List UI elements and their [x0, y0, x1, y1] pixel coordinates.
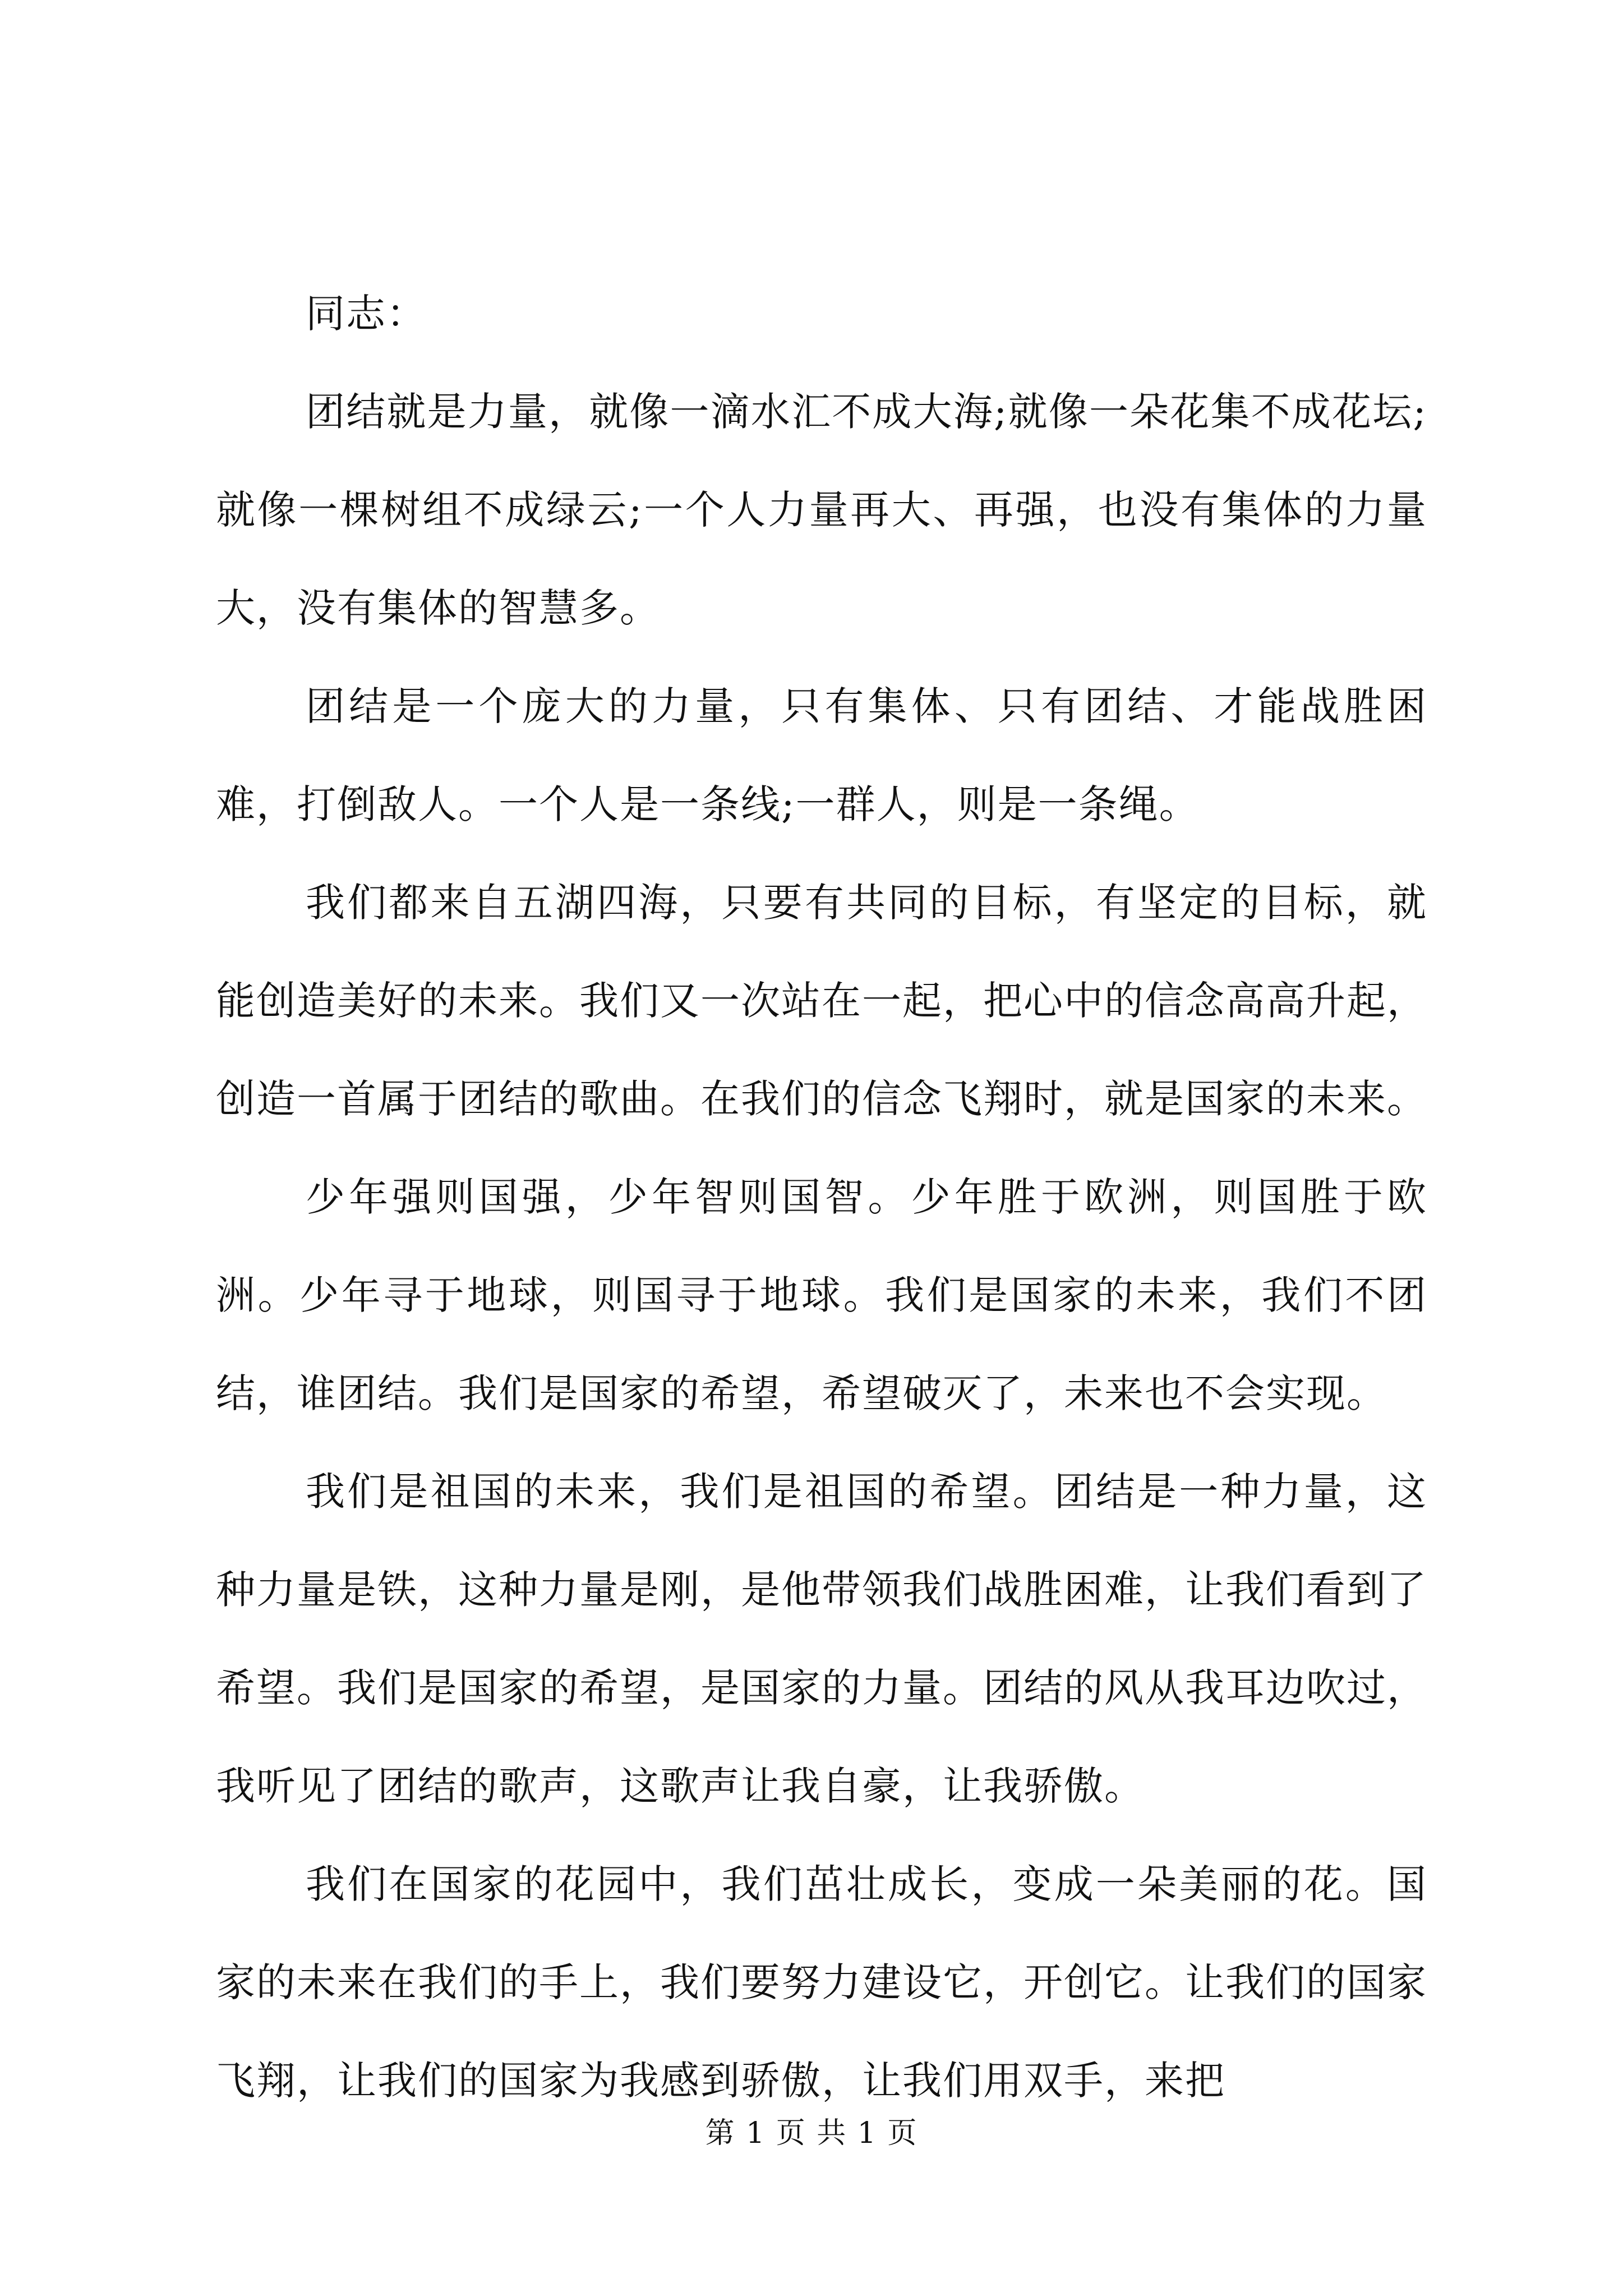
paragraph-1: 团结就是力量，就像一滴水汇不成大海;就像一朵花集不成花坛;就像一棵树组不成绿云;一个人力量再大、再强，也没有集体的力量大，没有集体的智慧多。 [216, 389, 1427, 631]
page-footer [0, 2109, 1623, 2151]
paragraph-4: 少年强则国强，少年智则国智。少年胜于欧洲，则国胜于欧洲。少年寻于地球，则国寻于地球。我们是国家的未来，我们不团结，谁团结。我们是国家的希望，希望破灭了，未来也不会实现。 [216, 1174, 1427, 1416]
paragraph-5: 我们是祖国的未来，我们是祖国的希望。团结是一种力量，这种力量是铁，这种力量是刚，是他带领我们战胜困难，让我们看到了希望。我们是国家的希望，是国家的力量。团结的风从我耳边吹过，我听见了团结的歌声，这歌声让我自豪，让我骄傲。 [216, 1469, 1427, 1809]
salutation: 同志： [306, 291, 427, 337]
paragraph-3: 我们都来自五湖四海，只要有共同的目标，有坚定的目标，就能创造美好的未来。我们又一次站在一起，把心中的信念高高升起，创造一首属于团结的歌曲。在我们的信念飞翔时，就是国家的未来。 [216, 880, 1427, 1122]
paragraph-6: 我们在国家的花园中，我们茁壮成长，变成一朵美丽的花。国家的未来在我们的手上，我们要努力建设它，开创它。让我们的国家飞翔，让我们的国家为我感到骄傲，让我们用双手，来把 [216, 1861, 1427, 2104]
paragraph-2: 团结是一个庞大的力量，只有集体、只有团结、才能战胜困难，打倒敌人。一个人是一条线;一群人，则是一条绳。 [216, 683, 1427, 827]
document-body [216, 265, 1427, 2130]
page-number-label: 第 1 页 共 1 页 [705, 2116, 918, 2150]
